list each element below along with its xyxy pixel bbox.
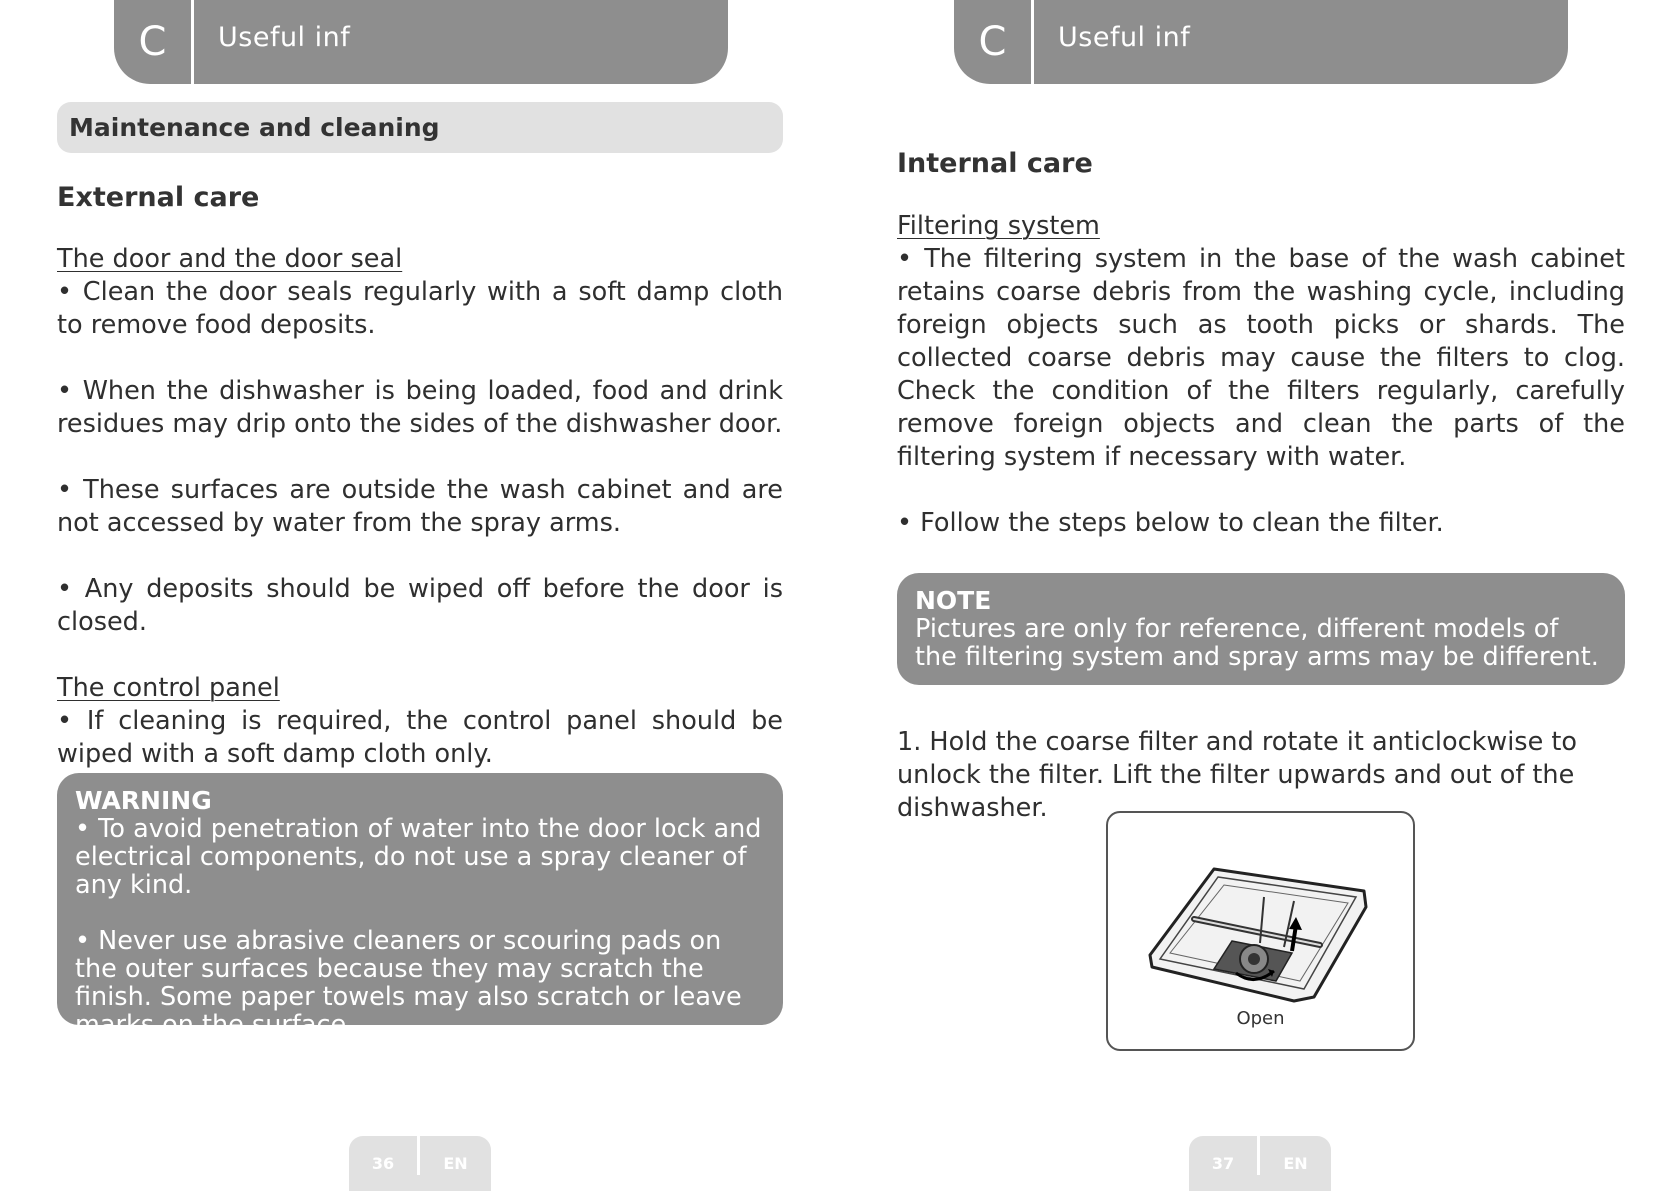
chapter-title: Useful inf <box>218 22 351 53</box>
door-seal-subheading: The door and the door seal <box>57 244 403 274</box>
note-box <box>897 573 1625 685</box>
filter-illustration <box>1144 855 1380 1005</box>
warning-paragraph-2: • Never use abrasive cleaners or scouring pads on the outer surfaces because they may scratch the finish. Some paper towels may also scratch or leave marks on the surface. <box>75 926 742 1040</box>
warning-paragraph-1: • To avoid penetration of water into the door lock and electrical components, do not use a spray cleaner of any kind. <box>75 814 762 900</box>
external-care-body <box>57 243 783 771</box>
page-number-tab <box>349 1136 491 1191</box>
warning-title: WARNING <box>75 786 212 815</box>
filtering-paragraph-1: • The filtering system in the base of the wash cabinet retains coarse debris from the washing cycle, including foreign objects such as tooth picks or shards. The collected coarse debris may cause the filters to clog. Check the condition of the filters regularly, carefully remove foreign objects and clean the parts of the filtering system if necessary with water. <box>897 244 1625 472</box>
note-text: Pictures are only for reference, different models of the filtering system and spray arms may be different. <box>915 614 1599 672</box>
chapter-letter: C <box>954 0 1034 84</box>
figure-caption: Open <box>1236 1008 1285 1029</box>
filter-figure <box>1106 811 1415 1051</box>
step-1-text: 1. Hold the coarse filter and rotate it anticlockwise to unlock the filter. Lift the filter upwards and out of the dishwasher. <box>897 727 1577 823</box>
internal-care-body <box>897 210 1625 540</box>
page-language: EN <box>1283 1154 1308 1173</box>
control-panel-subheading: The control panel <box>57 673 280 703</box>
chapter-title: Useful inf <box>1058 22 1191 53</box>
page-number: 36 <box>349 1136 420 1175</box>
chapter-letter: C <box>114 0 194 84</box>
filtering-subheading: Filtering system <box>897 211 1100 241</box>
note-title: NOTE <box>915 586 992 615</box>
door-seal-paragraph-4: • Any deposits should be wiped off before the door is closed. <box>57 574 783 637</box>
external-care-heading: External care <box>57 182 260 213</box>
page-number-tab <box>1189 1136 1331 1191</box>
warning-box <box>57 773 783 1040</box>
chapter-tab <box>954 0 1568 84</box>
door-seal-paragraph-3: • These surfaces are outside the wash cabinet and are not accessed by water from the spray arms. <box>57 475 783 538</box>
door-seal-paragraph-2: • When the dishwasher is being loaded, food and drink residues may drip onto the sides of the dishwasher door. <box>57 376 783 439</box>
door-seal-paragraph-1: • Clean the door seals regularly with a soft damp cloth to remove food deposits. <box>57 277 783 340</box>
page-number: 37 <box>1189 1136 1260 1175</box>
internal-care-heading: Internal care <box>897 148 1093 179</box>
right-page <box>839 0 1678 1191</box>
chapter-tab <box>114 0 728 84</box>
section-title: Maintenance and cleaning <box>57 102 783 153</box>
filtering-paragraph-2: • Follow the steps below to clean the filter. <box>897 508 1444 538</box>
control-panel-paragraph-1: • If cleaning is required, the control panel should be wiped with a soft damp cloth only. <box>57 706 783 769</box>
page-language: EN <box>443 1154 468 1173</box>
